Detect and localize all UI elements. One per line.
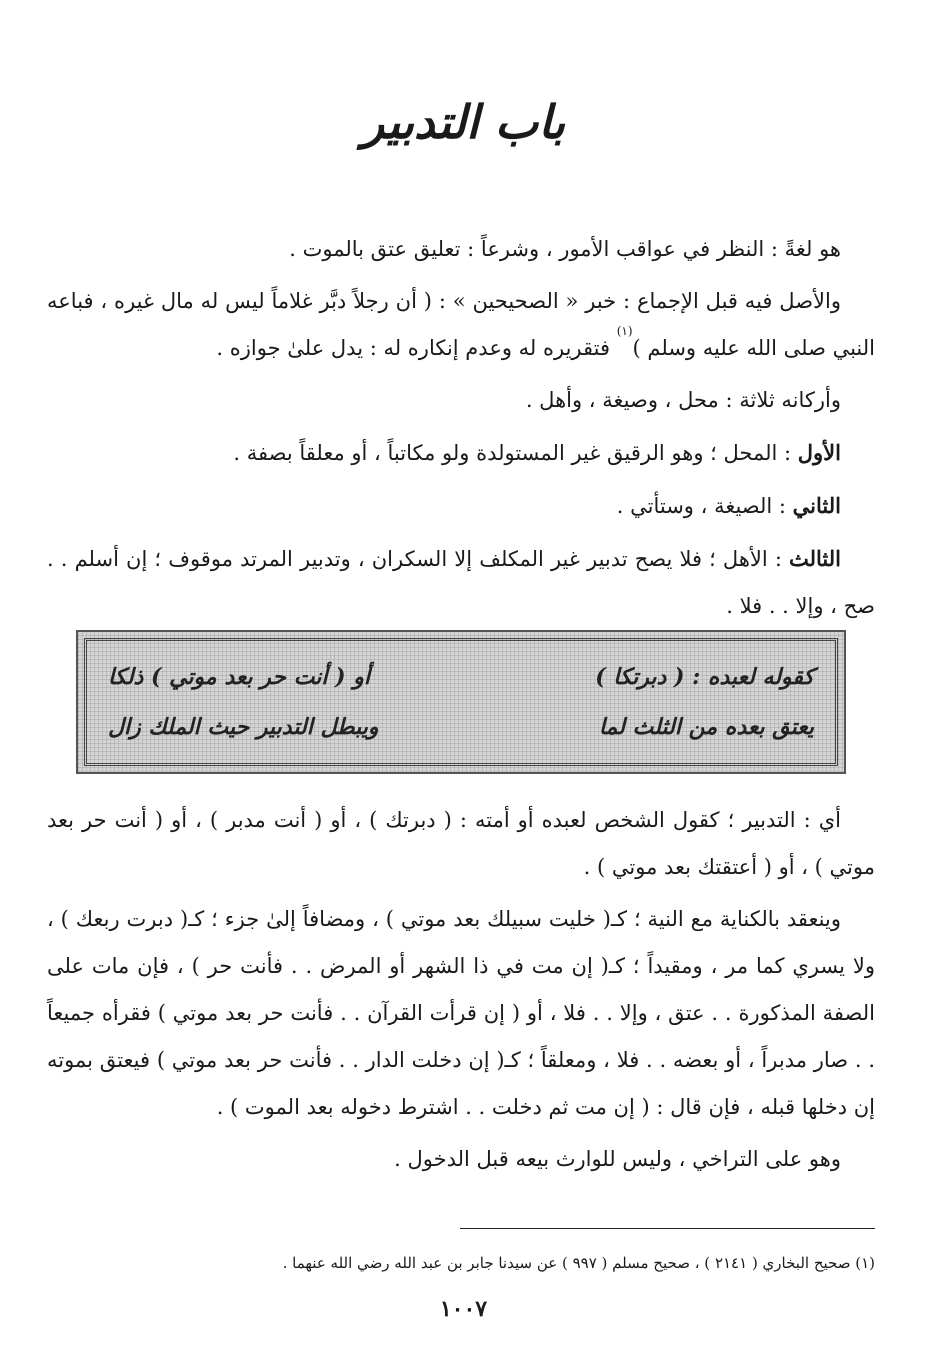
explanation-paragraph: أي : التدبير ؛ كقول الشخص لعبده أو أمته : ( دبرتك ) ، أو ( أنت مدبر ) ، أو ( أنت حر بعد موتي ) ، أو ( أعتقتك بعد موتي ) . [47, 808, 875, 879]
verse-line-1-first-hemistich: كقوله لعبده : ( دبرتكا ) [595, 664, 814, 690]
first-pillar-text: : المحل ؛ وهو الرقيق غير المستولدة ولو مكاتباً ، أو معلقاً بصفة . [233, 441, 798, 465]
verse-line-1 [108, 664, 814, 690]
third-pillar-label: الثالث [789, 546, 841, 571]
footnote-divider [460, 1228, 875, 1229]
verse-line-2 [108, 714, 814, 740]
origin-paragraph [47, 278, 875, 372]
formula-paragraph: وينعقد بالكناية مع النية ؛ كـ( خليت سبيلك بعد موتي ) ، ومضافاً إلىٰ جزء ؛ كـ( دبرت ربعك ) ، ولا يسري كما مر ، ومقيداً ؛ كـ( إن مت في ذا الشهر أو المرض . . فأنت حر ) ، فإن مات على الصفة المذكورة . . عتق ، وإلا . . فلا ، أو ( إن قرأت القرآن . . فأنت حر بعد موتي ) فقرأه جميعاً . . صار مدبراً ، أو بعضه . . فلا ، ومعلقاً ؛ كـ( إن دخلت الدار . . فأنت حر بعد موتي ) فيعتق بموته إن دخلها قبله ، فإن قال : ( إن مت ثم دخلت . . اشترط دخوله بعد الموت ) . [47, 907, 875, 1119]
verse-line-1-second-hemistich: أو ( أنت حر بعد موتي ) ذلكا [108, 664, 370, 690]
pillars-paragraph: وأركانه ثلاثة : محل ، وصيغة ، وأهل . [525, 388, 841, 412]
second-pillar-paragraph [47, 482, 875, 530]
delay-paragraph: وهو على التراخي ، وليس للوارث بيعه قبل الدخول . [394, 1147, 841, 1171]
footnote: (١) صحيح البخاري ( ٢١٤١ ) ، صحيح مسلم ( ٩٩٧ ) عن سيدنا جابر بن عبد الله رضي الله عنهما . [282, 1254, 875, 1272]
second-pillar-text: : الصيغة ، وستأتي . [616, 494, 793, 518]
verse-box [76, 630, 846, 774]
second-pillar-label: الثاني [792, 493, 841, 518]
first-pillar-paragraph [47, 429, 875, 477]
verse-line-2-first-hemistich: يعتق بعده من الثلث لما [598, 714, 814, 740]
footnote-reference[interactable]: (١) [616, 324, 633, 338]
definition-paragraph: هو لغةً : النظر في عواقب الأمور ، وشرعاً : تعليق عتق بالموت . [289, 237, 841, 261]
origin-text: والأصل فيه قبل الإجماع : خبر « الصحيحين » : ( أن رجلاً دبَّر غلاماً ليس له مال غيره ، فباعه النبي صلى الله عليه وسلم ) [47, 289, 875, 360]
third-pillar-text: : الأهل ؛ فلا يصح تدبير غير المكلف إلا السكران ، وتدبير المرتد موقوف ؛ إن أسلم . . صح ، وإلا . . فلا . [47, 547, 875, 618]
third-pillar-paragraph [47, 535, 875, 630]
page-number: ١٠٠٧ [439, 1296, 488, 1322]
verse-line-2-second-hemistich: ويبطل التدبير حيث الملك زال [108, 714, 379, 740]
first-pillar-label: الأول [797, 440, 841, 465]
intro-text-block [47, 226, 875, 630]
origin-text-continued: فتقريره له وعدم إنكاره له : يدل علىٰ جوازه . [216, 336, 617, 360]
explanation-text-block [47, 797, 875, 1183]
chapter-title: باب التدبير [361, 95, 566, 149]
